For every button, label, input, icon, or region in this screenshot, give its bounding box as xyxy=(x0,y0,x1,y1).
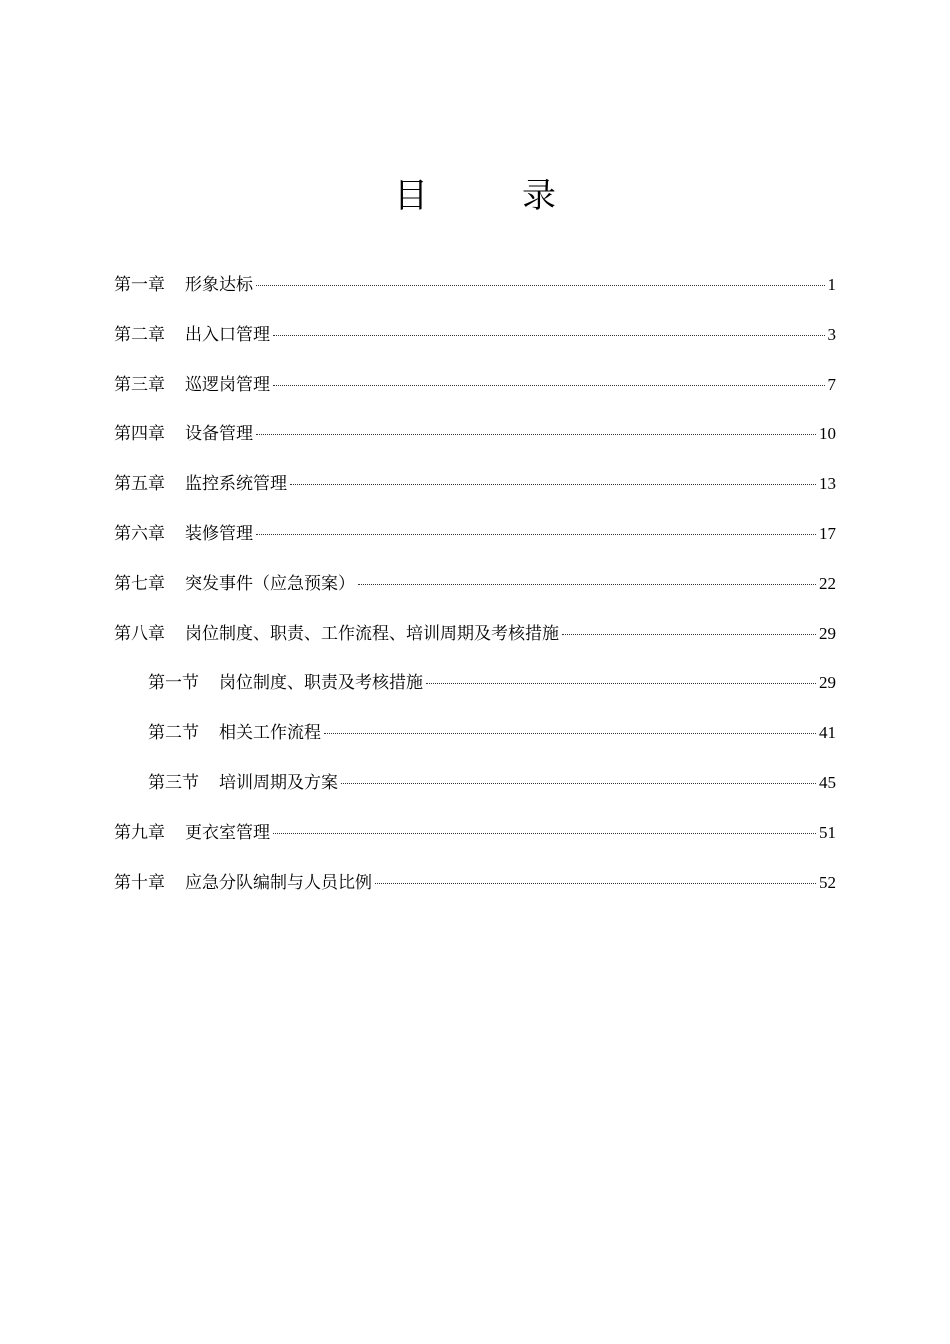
entry-number: 第六章 xyxy=(114,523,165,544)
entry-page-number: 45 xyxy=(819,772,836,792)
dot-leader xyxy=(273,334,825,336)
toc-entry-chapter-7[interactable] xyxy=(114,567,836,617)
toc-entry-chapter-4[interactable] xyxy=(114,417,836,467)
entry-title: 应急分队编制与人员比例 xyxy=(185,872,372,893)
entry-page-number: 3 xyxy=(827,324,836,344)
toc-entry-chapter-5[interactable] xyxy=(114,467,836,517)
entry-page-number: 10 xyxy=(819,424,836,444)
toc-entry-chapter-6[interactable] xyxy=(114,517,836,567)
dot-leader xyxy=(341,782,816,784)
toc-entry-section-8-3[interactable] xyxy=(114,766,836,816)
entry-number: 第三章 xyxy=(114,374,165,395)
dot-leader xyxy=(562,633,816,635)
toc-list xyxy=(114,268,836,915)
entry-title: 装修管理 xyxy=(185,523,253,544)
entry-title: 巡逻岗管理 xyxy=(185,374,270,395)
entry-page-number: 29 xyxy=(819,673,836,693)
dot-leader xyxy=(358,583,816,585)
entry-page-number: 29 xyxy=(819,623,836,643)
toc-entry-section-8-2[interactable] xyxy=(114,716,836,766)
toc-entry-chapter-3[interactable] xyxy=(114,368,836,418)
entry-page-number: 41 xyxy=(819,723,836,743)
entry-title: 出入口管理 xyxy=(185,324,270,345)
entry-page-number: 51 xyxy=(819,822,836,842)
entry-page-number: 13 xyxy=(819,474,836,494)
entry-number: 第四章 xyxy=(114,424,165,445)
dot-leader xyxy=(273,832,816,834)
entry-title: 更衣室管理 xyxy=(185,822,270,843)
entry-title: 相关工作流程 xyxy=(219,723,321,744)
toc-entry-chapter-8[interactable] xyxy=(114,617,836,667)
toc-entry-chapter-1[interactable] xyxy=(114,268,836,318)
entry-number: 第二节 xyxy=(148,723,199,744)
toc-entry-chapter-2[interactable] xyxy=(114,318,836,368)
entry-number: 第一节 xyxy=(148,673,199,694)
entry-number: 第一章 xyxy=(114,275,165,295)
entry-title: 突发事件（应急预案） xyxy=(185,573,355,594)
entry-page-number: 22 xyxy=(819,573,836,593)
entry-number: 第二章 xyxy=(114,324,165,345)
entry-page-number: 52 xyxy=(819,872,836,892)
entry-number: 第七章 xyxy=(114,573,165,594)
entry-title: 形象达标 xyxy=(185,275,253,295)
toc-entry-chapter-10[interactable] xyxy=(114,866,836,916)
entry-page-number: 17 xyxy=(819,523,836,543)
entry-number: 第三节 xyxy=(148,772,199,793)
entry-page-number: 1 xyxy=(827,275,836,294)
toc-entry-chapter-9[interactable] xyxy=(114,816,836,866)
entry-number: 第十章 xyxy=(114,872,165,893)
dot-leader xyxy=(375,882,816,884)
entry-title: 监控系统管理 xyxy=(185,474,287,495)
dot-leader xyxy=(426,682,816,684)
entry-number: 第五章 xyxy=(114,474,165,495)
dot-leader xyxy=(256,433,816,435)
dot-leader xyxy=(256,533,816,535)
entry-title: 设备管理 xyxy=(185,424,253,445)
entry-title: 岗位制度、职责、工作流程、培训周期及考核措施 xyxy=(185,623,559,644)
entry-title: 培训周期及方案 xyxy=(219,772,338,793)
dot-leader xyxy=(324,732,816,734)
toc-title: 目 录 xyxy=(394,176,586,216)
entry-number: 第八章 xyxy=(114,623,165,644)
dot-leader xyxy=(273,384,825,386)
dot-leader xyxy=(256,284,825,286)
entry-number: 第九章 xyxy=(114,822,165,843)
entry-page-number: 7 xyxy=(827,374,836,394)
entry-title: 岗位制度、职责及考核措施 xyxy=(219,673,423,694)
dot-leader xyxy=(290,483,816,485)
toc-entry-section-8-1[interactable] xyxy=(114,666,836,716)
